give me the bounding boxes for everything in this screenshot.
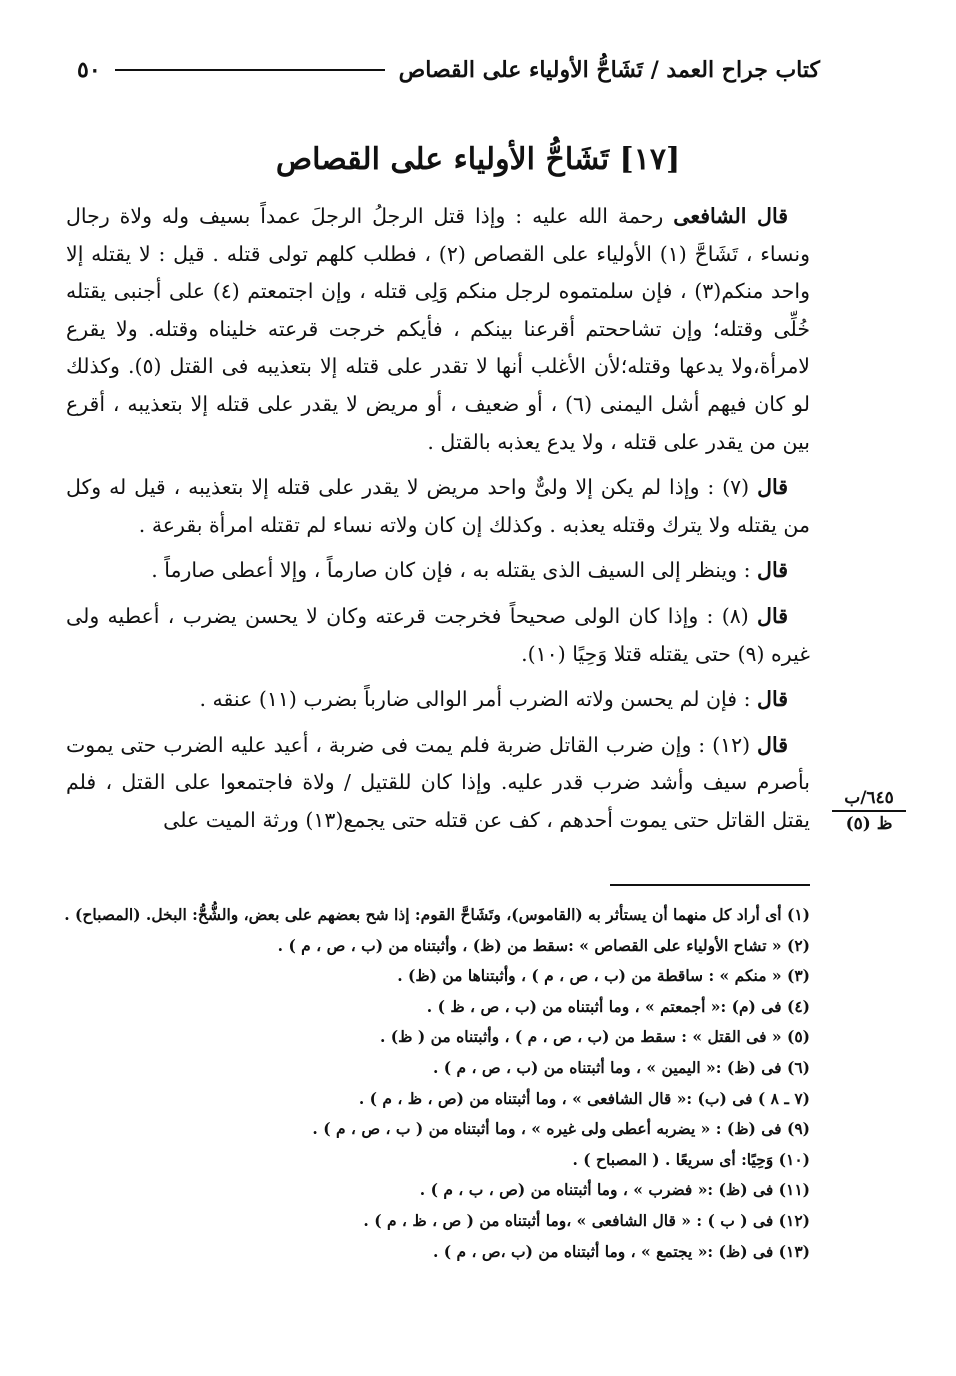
header-rule (115, 69, 385, 71)
footnotes (60, 900, 810, 1267)
page-number: ٥٠ (77, 57, 101, 83)
paragraph-text: (٨) : وإذا كان الولى صحيحاً فخرجت قرعته وكان لا يحسن يضرب ، أعطيه ولى غيره (٩) حتى يقتله قتلا وَحِيًا (١٠). (66, 603, 810, 666)
paragraph-lead: قال (757, 732, 788, 757)
footnote: (١٠) وَحِيًا: أى سريعًا . ( المصباح ) . (572, 1149, 810, 1169)
footnote: (٩) فى (ظ) : « يضربه أعطى ولى غيره » ، وما أثبتناه من ( ب ، ص ، م ) . (312, 1119, 810, 1139)
margin-manuscript-ref (832, 788, 906, 834)
paragraph-text: رحمة الله عليه : وإذا قتل الرجلُ الرجلَ عمداً بسيف وله ولاة رجال ونساء ، تَشَاحَّ (١) الأولياء على القصاص (٢) ، فطلب كلهم تولى قتله . قيل : لا يقتله إلا واحد منكم(٣) ، فإن سلمتموه لرجل منكم وَلِى قتله ، وإن اجتمعتم (٤) على أجنبى يقتله خُلِّى وقتله؛ وإن تشاححتم أقرعنا بينكم ، فأيكم خرجت قرعته خليناه وقتله. ولا يقرع لامرأة،ولا يدعها وقتله؛لأن الأغلب أنها لا تقدر على قتله إلا بتعذيبه فى القتل (٥). وكذلك لو كان فيهم أشل اليمنى (٦) ، أو ضعيف ، أو مريض لا يقدر على قتله إلا بتعذيبه ، أقرع بين من يقدر على قتله ، ولا يدع يعذبه بالقتل . (66, 204, 811, 454)
paragraph-lead: قال (757, 603, 788, 628)
footnote: (١٣) فى (ظ) :« يجتمع » ، وما أثبتناه من (ب ،ص ، م ) . (432, 1241, 810, 1261)
book-title: كتاب جراح العمد / تَشَاحُّ الأولياء على القصاص (398, 57, 820, 83)
paragraph (66, 681, 810, 719)
paragraph-lead: قال الشافعى (673, 204, 788, 228)
paragraph-lead: قال (757, 475, 789, 500)
footnote: (٥) « فى القتل » : سقط من (ب ، ص ، م ) ، وأثبتناه من ( ظ) . (380, 1027, 810, 1047)
paragraph-lead: قال (757, 558, 788, 583)
section-title: [١٧] تَشَاحُّ الأولياء على القصاص (275, 142, 681, 177)
running-head (62, 50, 820, 90)
footnote: (١٢) فى ( ب ) : « قال الشافعى » ،وما أثبتناه من ( ص ، ظ ، م ) . (363, 1210, 810, 1230)
paragraph (66, 552, 810, 590)
margin-ref-top: ٦٤٥/ب (832, 788, 906, 812)
paragraph (66, 198, 810, 461)
footnote: (٢) « تشاح الأولياء على القصاص » :سقط من (ظ) ، وأثبتناه من (ب ، ص ، م ) . (277, 935, 810, 955)
footnote-separator (610, 884, 810, 886)
margin-ref-bottom: ظ (٥) (845, 814, 893, 834)
paragraph-text: : وينظر إلى السيف الذى يقتله به ، فإن كان صارماً ، وإلا أعطى صارماً . (151, 558, 758, 583)
footnote: (٦) فى (ظ) :« اليمين » ، وما أثبتناه من (ب ، ص ، م ) . (432, 1057, 810, 1077)
paragraph-text: (٧) : وإذا لم يكن إلا ولىٌّ واحد مريض لا يقدر على قتله إلا بتعذيبه ، قيل له وكل من يقتله ولا يترك وقتله يعذبه . وكذلك إن كان ولاته نساء لم تقتله امرأة بقرعة . (66, 475, 810, 537)
paragraph-text: : فإن لم يحسن ولاته الضرب أمر الوالى ضارباً بضرب (١١) عنقه . (199, 687, 758, 712)
paragraph (66, 598, 810, 673)
footnote: (١) أى أراد كل منهما أن يستأثر به (القاموس)، وتَشَاحَّ القوم: إذا شح بعضهم على بعض، والشُّحُّ: البخل. (المصباح) . (64, 905, 810, 924)
footnote: (١١) فى (ظ) :« فضرب » ، وما أثبتناه من (ص ، ب ، م ) . (419, 1180, 810, 1200)
paragraph (66, 469, 810, 544)
footnote: (٧ ـ ٨ ) فى (ب) :« قال الشافعى » ، وما أثبتناه من (ص ، ظ ، م ) . (358, 1088, 810, 1108)
paragraph-text: (١٢) : وإن ضرب القاتل ضربة فلم يمت فى ضربة ، أعيد عليه الضرب حتى يموت بأصرم سيف وأشد ضرب قدر عليه. وإذا كان للقتيل / ولاة فاجتمعوا على القتل ، فلم يقتل القاتل حتى يموت أحدهم ، كف عن قتله حتى يجمع(١٣) ورثة الميت على (66, 732, 810, 832)
footnote: (٤) فى (م) :« أجمعتم » ، وما أثبتناه من (ب ، ص ، ظ ) . (426, 996, 810, 1016)
footnote: (٣) « منكم » : ساقطة من (ب ، ص ، م ) ، وأثبتناها من (ظ) . (397, 966, 810, 986)
main-text (66, 198, 810, 848)
paragraph-lead: قال (757, 687, 788, 712)
paragraph (66, 727, 810, 840)
